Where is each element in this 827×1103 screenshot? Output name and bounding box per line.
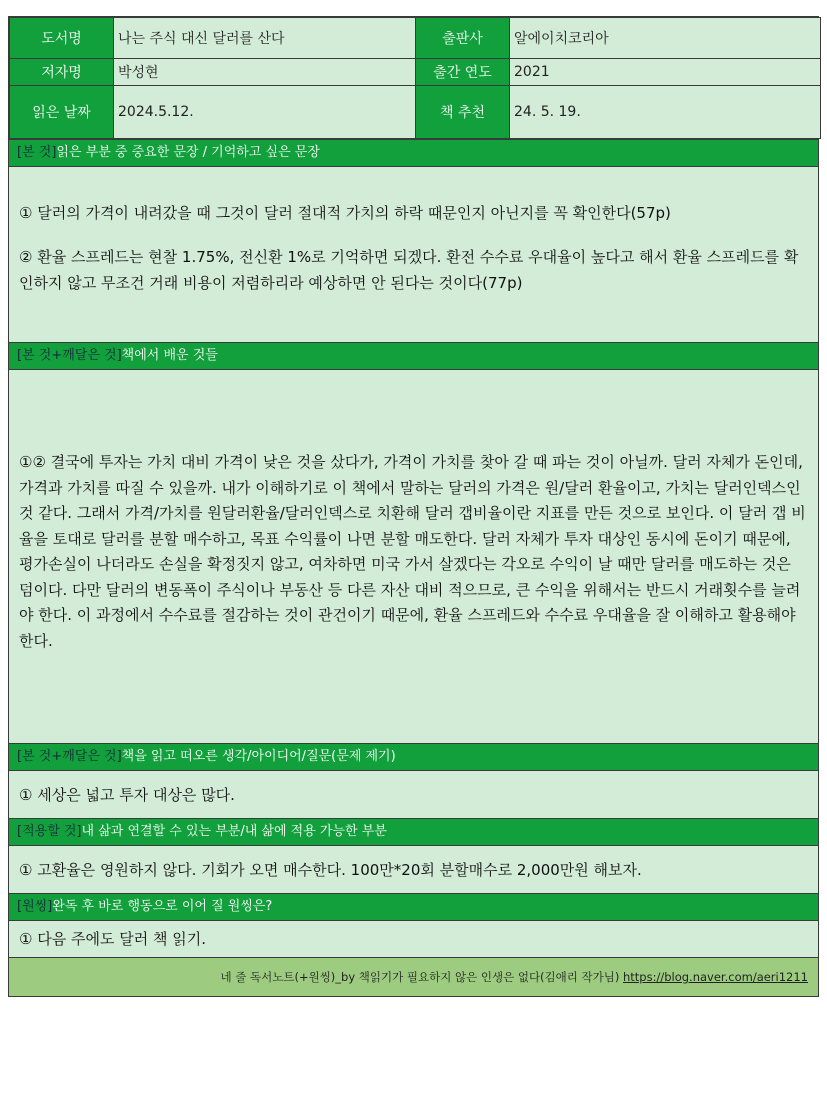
idea-text: ① 세상은 넓고 투자 대상은 많다.	[19, 786, 235, 804]
year-value: 2021	[510, 59, 821, 86]
section-tag: [본 것+깨달은 것]	[17, 348, 122, 363]
section-header-onething	[9, 893, 818, 920]
section-body-onething	[9, 920, 818, 957]
title-value: 나는 주식 대신 달러를 산다	[114, 18, 416, 59]
title-label: 도서명	[10, 18, 114, 59]
section-title: 완독 후 바로 행동으로 이어 질 원씽은?	[52, 899, 273, 914]
quote-1: ① 달러의 가격이 내려갔을 때 그것이 달러 절대적 가치의 하락 때문인지 아닌지를 꼭 확인한다(57p)	[19, 204, 671, 222]
section-tag: [본 것+깨달은 것]	[17, 749, 122, 764]
section-title: 책에서 배운 것들	[121, 348, 218, 363]
learning-paragraph: ①② 결국에 투자는 가치 대비 가격이 낮은 것을 샀다가, 가격이 가치를 찾아 갈 때 파는 것이 아닐까. 달러 자체가 돈인데, 가격과 가치를 따질 수 있을까. 내가 이해하기로 이 책에서 말하는 달러의 가격은 원/달러 환율이고, 가치는 달러인덱스인 것 같다. 그래서 가격/가치를 원달러환율/달러인덱스로 치환해 달러 갭비율이란 지표를 만든 것으로 보인다. 이 달러 갭 비율을 토대로 달러를 분할 매수하고, 목표 수익률이 나면 분할 매도한다. 달러 자체가 투자 대상인 동시에 돈이기 때문에, 평가손실이 나더라도 손실을 확정짓지 않고, 여차하면 미국 가서 살겠다는 각오로 수익이 날 때만 달러를 매도하는 것은 덤이다. 다만 달러의 변동폭이 주식이나 부동산 등 다른 자산 대비 적으므로, 큰 수익을 위해서는 반드시 거래횟수를 늘려야 한다. 이 과정에서 수수료를 절감하는 것이 관건이기 때문에, 환율 스프레드와 수수료 우대율을 잘 이해하고 활용해야 한다.	[19, 453, 806, 650]
section-header-apply	[9, 818, 818, 845]
quote-2: ② 환율 스프레드는 현찰 1.75%, 전신환 1%로 기억하면 되겠다. 환전 수수료 우대율이 높다고 해서 환율 스프레드를 확인하지 않고 무조건 거래 비용이 저렴하리라 예상하면 안 된다는 것이다(77p)	[19, 248, 799, 292]
blog-link[interactable]: https://blog.naver.com/aeri1211	[623, 970, 808, 984]
reading-note-sheet	[8, 16, 819, 997]
author-value: 박성현	[114, 59, 416, 86]
section-tag: [원씽]	[17, 899, 53, 914]
publisher-label: 출판사	[416, 18, 510, 59]
recommend-label: 책 추천	[416, 86, 510, 139]
book-info-table	[9, 17, 821, 139]
section-tag: [적용할 것]	[17, 824, 82, 839]
footer-credit	[9, 957, 818, 996]
section-body-quotes	[9, 166, 818, 342]
onething-text: ① 다음 주에도 달러 책 읽기.	[19, 930, 206, 948]
section-title: 읽은 부분 중 중요한 문장 / 기억하고 싶은 문장	[56, 145, 320, 160]
year-label: 출간 연도	[416, 59, 510, 86]
section-header-ideas	[9, 743, 818, 770]
section-tag: [본 것]	[17, 145, 57, 160]
section-header-learnings	[9, 342, 818, 369]
read-date-label: 읽은 날짜	[10, 86, 114, 139]
section-body-apply	[9, 845, 818, 893]
read-date-value: 2024.5.12.	[114, 86, 416, 139]
publisher-value: 알에이치코리아	[510, 18, 821, 59]
author-label: 저자명	[10, 59, 114, 86]
apply-text: ① 고환율은 영원하지 않다. 기회가 오면 매수한다. 100만*20회 분할매수로 2,000만원 해보자.	[19, 861, 642, 879]
section-body-learnings	[9, 369, 818, 743]
section-title: 내 삶과 연결할 수 있는 부분/내 삶에 적용 가능한 부분	[81, 824, 387, 839]
section-body-ideas	[9, 770, 818, 818]
recommend-value: 24. 5. 19.	[510, 86, 821, 139]
section-title: 책을 읽고 떠오른 생각/아이디어/질문(문제 제기)	[121, 749, 396, 764]
section-header-quotes	[9, 139, 818, 166]
footer-text: 네 줄 독서노트(+원씽)_by 책읽기가 필요하지 않은 인생은 없다(김애리 작가님)	[220, 970, 620, 984]
